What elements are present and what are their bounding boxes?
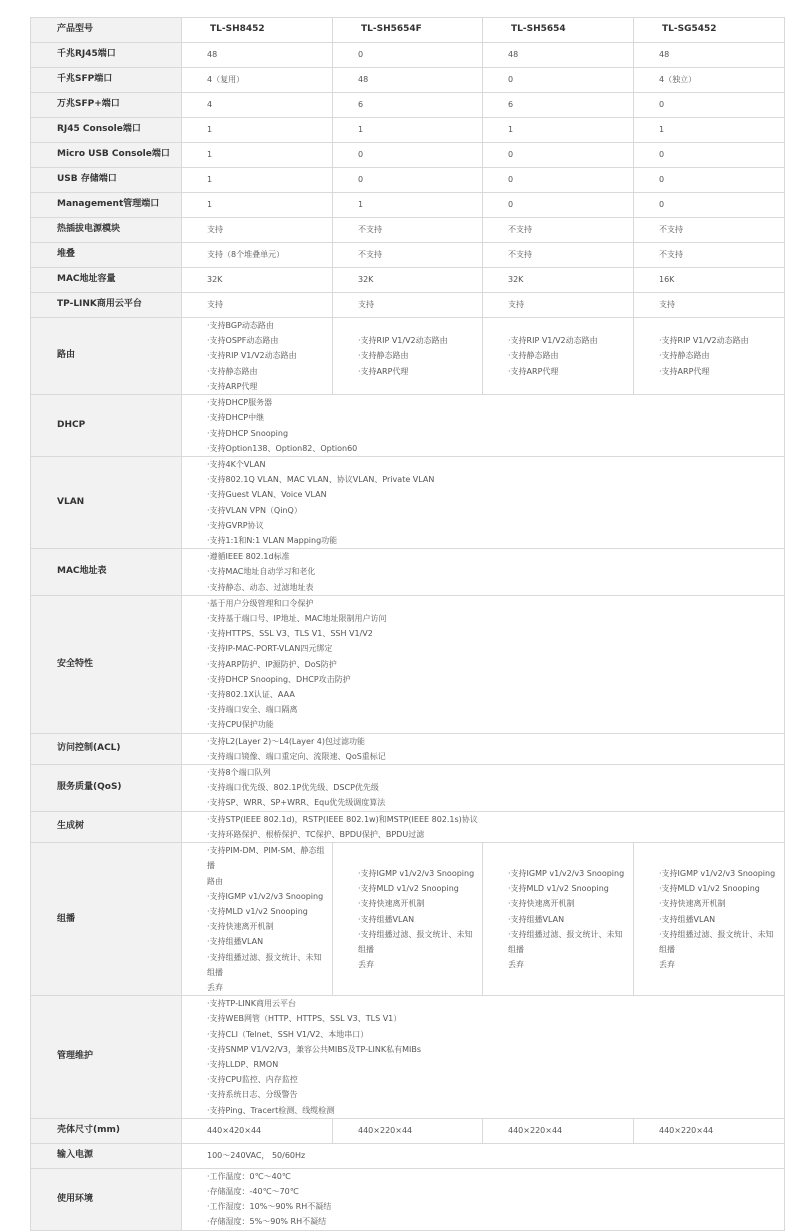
spec-row: [31, 395, 785, 457]
spec-line: ·支持RIP V1/V2动态路由: [508, 336, 598, 346]
spec-value: [634, 318, 785, 395]
spec-row: [31, 68, 785, 93]
spec-line: ·支持端口镜像、端口重定向、流限速、QoS重标记: [207, 751, 386, 761]
spec-line: ·支持快速离开机制: [508, 899, 575, 909]
spec-line: ·支持CPU保护功能: [207, 720, 274, 730]
spec-value: 0: [634, 143, 785, 168]
spec-value: [182, 996, 785, 1119]
spec-value: 不支持: [333, 218, 483, 243]
spec-line: ·支持DHCP服务器: [207, 398, 273, 408]
spec-line: 丢弃: [659, 960, 675, 970]
spec-value: 0: [634, 193, 785, 218]
spec-value: 0: [333, 168, 483, 193]
spec-line: ·支持静态路由: [207, 366, 258, 376]
spec-line: ·支持快速离开机制: [207, 922, 274, 932]
spec-line: ·支持环路保护、根桥保护、TC保护、BPDU保护、BPDU过滤: [207, 829, 425, 839]
spec-line: ·支持组播VLAN: [207, 937, 264, 947]
spec-row: [31, 143, 785, 168]
spec-row: [31, 595, 785, 733]
spec-line: ·支持ARP代理: [659, 366, 710, 376]
spec-value: 440×220×44: [333, 1118, 483, 1143]
spec-label: 组播: [31, 843, 182, 996]
spec-value: 1: [182, 118, 333, 143]
spec-value: 48: [333, 68, 483, 93]
spec-row: [31, 318, 785, 395]
spec-line: ·基于用户分级管理和口令保护: [207, 598, 314, 608]
spec-label: 千兆SFP端口: [31, 68, 182, 93]
spec-value: 0: [483, 143, 634, 168]
spec-value: 440×220×44: [634, 1118, 785, 1143]
spec-value: 0: [333, 143, 483, 168]
spec-value: [182, 1143, 785, 1168]
spec-row: [31, 293, 785, 318]
spec-line: ·支持组播VLAN: [358, 914, 415, 924]
spec-line: ·支持快速离开机制: [358, 899, 425, 909]
spec-label: 输入电源: [31, 1143, 182, 1168]
spec-line: ·支持Ping、Tracert检测、线缆检测: [207, 1105, 335, 1115]
spec-line: ·支持WEB网管（HTTP、HTTPS、SSL V3、TLS V1）: [207, 1014, 402, 1024]
spec-line: ·支持MLD v1/v2 Snooping: [508, 884, 609, 894]
spec-value: [182, 843, 333, 996]
model-name: TL-SH5654: [483, 18, 634, 43]
spec-value: [182, 395, 785, 457]
spec-value: 不支持: [483, 243, 634, 268]
spec-row: [31, 218, 785, 243]
spec-line: ·支持MLD v1/v2 Snooping: [659, 884, 760, 894]
spec-line: ·支持Option138、Option82、Option60: [207, 443, 358, 453]
spec-value: 6: [483, 93, 634, 118]
spec-value: 不支持: [483, 218, 634, 243]
spec-value: 48: [483, 43, 634, 68]
spec-value: 不支持: [634, 243, 785, 268]
spec-line: ·支持MLD v1/v2 Snooping: [358, 884, 459, 894]
spec-value: 0: [483, 168, 634, 193]
spec-row: [31, 43, 785, 68]
spec-line: ·支持组播过滤、报文统计、未知组播: [508, 929, 623, 954]
spec-value: [333, 843, 483, 996]
spec-line: ·支持端口安全、端口隔离: [207, 705, 298, 715]
spec-row: [31, 1143, 785, 1168]
spec-value: 支持: [182, 293, 333, 318]
spec-label: Micro USB Console端口: [31, 143, 182, 168]
spec-line: ·支持组播过滤、报文统计、未知组播: [207, 952, 322, 977]
spec-line: ·支持DHCP中继: [207, 413, 265, 423]
spec-line: ·支持静态、动态、过滤地址表: [207, 582, 314, 592]
spec-line: ·支持Guest VLAN、Voice VLAN: [207, 490, 327, 500]
spec-value: [182, 1168, 785, 1230]
spec-value: 32K: [483, 268, 634, 293]
spec-line: ·支持静态路由: [358, 351, 409, 361]
spec-value: 1: [182, 193, 333, 218]
spec-line: ·支持VLAN VPN（QinQ）: [207, 505, 302, 515]
spec-line: ·支持CLI（Telnet、SSH V1/V2、本地串口）: [207, 1029, 369, 1039]
spec-value: [182, 457, 785, 549]
spec-label: Management管理端口: [31, 193, 182, 218]
spec-label: USB 存储端口: [31, 168, 182, 193]
spec-line: 路由: [207, 876, 223, 886]
spec-row: [31, 1168, 785, 1230]
spec-value: [182, 595, 785, 733]
spec-line: ·支持L2(Layer 2)～L4(Layer 4)包过滤功能: [207, 736, 365, 746]
spec-value: 支持: [182, 218, 333, 243]
spec-value: 1: [333, 193, 483, 218]
spec-line: ·支持组播过滤、报文统计、未知组播: [659, 929, 774, 954]
spec-line: ·支持RIP V1/V2动态路由: [207, 351, 297, 361]
spec-value: 支持: [333, 293, 483, 318]
spec-line: ·支持静态路由: [508, 351, 559, 361]
spec-line: ·遵循IEEE 802.1d标准: [207, 552, 290, 562]
spec-value: 440×220×44: [483, 1118, 634, 1143]
spec-label: 管理维护: [31, 996, 182, 1119]
spec-line: ·支持ARP代理: [508, 366, 559, 376]
spec-value: [182, 549, 785, 596]
spec-value: 4（复用）: [182, 68, 333, 93]
spec-line: ·支持HTTPS、SSL V3、TLS V1、SSH V1/V2: [207, 629, 373, 639]
spec-line: ·支持系统日志、分级警告: [207, 1090, 298, 1100]
spec-line: ·支持4K个VLAN: [207, 460, 266, 470]
spec-line: ·支持802.1X认证、AAA: [207, 690, 295, 700]
model-name: TL-SG5452: [634, 18, 785, 43]
spec-line: ·支持ARP代理: [358, 366, 409, 376]
spec-line: ·支持ARP防护、IP源防护、DoS防护: [207, 659, 337, 669]
spec-label: VLAN: [31, 457, 182, 549]
spec-label: 千兆RJ45端口: [31, 43, 182, 68]
spec-line: ·工作温度：0℃～40℃: [207, 1171, 291, 1181]
spec-line: ·支持端口优先级、802.1P优先级、DSCP优先级: [207, 783, 379, 793]
spec-row: [31, 118, 785, 143]
spec-row: [31, 1118, 785, 1143]
spec-line: ·支持8个端口队列: [207, 768, 271, 778]
spec-value: 16K: [634, 268, 785, 293]
spec-row: [31, 268, 785, 293]
spec-line: ·支持SP、WRR、SP+WRR、Equ优先级调度算法: [207, 798, 386, 808]
spec-value: 48: [182, 43, 333, 68]
spec-line: ·支持静态路由: [659, 351, 710, 361]
spec-line: ·支持LLDP、RMON: [207, 1059, 279, 1069]
spec-line: ·支持OSPF动态路由: [207, 336, 279, 346]
spec-row: [31, 93, 785, 118]
spec-value: 1: [333, 118, 483, 143]
spec-line: ·支持IGMP v1/v2/v3 Snooping: [508, 868, 625, 878]
spec-line: ·支持IGMP v1/v2/v3 Snooping: [207, 891, 324, 901]
spec-label: 壳体尺寸(mm): [31, 1118, 182, 1143]
spec-line: ·支持RIP V1/V2动态路由: [659, 336, 749, 346]
spec-line: ·支持GVRP协议: [207, 520, 264, 530]
spec-value: 0: [483, 193, 634, 218]
spec-line: ·支持DHCP Snooping、DHCP攻击防护: [207, 674, 351, 684]
spec-line: ·支持IGMP v1/v2/v3 Snooping: [659, 868, 776, 878]
spec-label: 万兆SFP+端口: [31, 93, 182, 118]
spec-line: ·支持MLD v1/v2 Snooping: [207, 906, 308, 916]
spec-value: 1: [182, 168, 333, 193]
spec-line: 丢弃: [207, 982, 223, 992]
spec-label: RJ45 Console端口: [31, 118, 182, 143]
spec-value: 1: [634, 118, 785, 143]
spec-line: ·支持1:1和N:1 VLAN Mapping功能: [207, 536, 338, 546]
spec-label: MAC地址表: [31, 549, 182, 596]
spec-value: [182, 733, 785, 764]
spec-value: 0: [483, 68, 634, 93]
spec-row: [31, 843, 785, 996]
spec-value: 4（独立）: [634, 68, 785, 93]
spec-value: 0: [634, 168, 785, 193]
spec-value: 4: [182, 93, 333, 118]
spec-value: [634, 843, 785, 996]
spec-row: [31, 996, 785, 1119]
spec-line: 丢弃: [358, 960, 374, 970]
spec-line: ·支持MAC地址自动学习和老化: [207, 567, 316, 577]
spec-value: 440×420×44: [182, 1118, 333, 1143]
spec-value: 支持: [634, 293, 785, 318]
model-name: TL-SH8452: [182, 18, 333, 43]
spec-value: [182, 811, 785, 842]
spec-label: 使用环境: [31, 1168, 182, 1230]
spec-value: 32K: [333, 268, 483, 293]
spec-value: 不支持: [634, 218, 785, 243]
spec-row: [31, 733, 785, 764]
spec-line: ·支持802.1Q VLAN、MAC VLAN、协议VLAN、Private VLAN: [207, 475, 435, 485]
spec-line: ·存储湿度：5%～90% RH不凝结: [207, 1217, 327, 1227]
header-row: [31, 18, 785, 43]
spec-value: [182, 318, 333, 395]
spec-line: ·支持IP-MAC-PORT-VLAN四元绑定: [207, 644, 333, 654]
spec-value: [333, 318, 483, 395]
spec-value: [483, 843, 634, 996]
spec-label: 生成树: [31, 811, 182, 842]
spec-line: ·存储温度：-40℃～70℃: [207, 1187, 299, 1197]
spec-value: 32K: [182, 268, 333, 293]
spec-row: [31, 765, 785, 812]
spec-line: 丢弃: [508, 960, 524, 970]
spec-line: ·支持CPU监控、内存监控: [207, 1075, 298, 1085]
spec-line: ·支持RIP V1/V2动态路由: [358, 336, 448, 346]
spec-line: ·支持组播VLAN: [659, 914, 716, 924]
spec-table: [30, 17, 785, 1231]
spec-label: MAC地址容量: [31, 268, 182, 293]
spec-value: 48: [634, 43, 785, 68]
spec-line: ·支持ARP代理: [207, 381, 258, 391]
spec-value: 支持（8个堆叠单元）: [182, 243, 333, 268]
model-name: TL-SH5654F: [333, 18, 483, 43]
spec-row: [31, 457, 785, 549]
spec-row: [31, 811, 785, 842]
spec-line: ·支持BGP动态路由: [207, 321, 274, 330]
spec-value: [182, 765, 785, 812]
spec-row: [31, 243, 785, 268]
spec-line: ·支持SNMP V1/V2/V3，兼容公共MIBS及TP-LINK私有MIBs: [207, 1044, 422, 1054]
spec-line: ·支持TP-LINK商用云平台: [207, 999, 297, 1009]
spec-label: TP-LINK商用云平台: [31, 293, 182, 318]
spec-row: [31, 193, 785, 218]
spec-value: 支持: [483, 293, 634, 318]
spec-line: ·支持快速离开机制: [659, 899, 726, 909]
spec-line: ·支持DHCP Snooping: [207, 428, 289, 438]
spec-line: ·支持组播VLAN: [508, 914, 565, 924]
spec-value: 6: [333, 93, 483, 118]
spec-value: 0: [333, 43, 483, 68]
spec-table-body: [31, 18, 785, 1231]
spec-label: 安全特性: [31, 595, 182, 733]
spec-value: 1: [182, 143, 333, 168]
spec-line: ·支持STP(IEEE 802.1d)，RSTP(IEEE 802.1w)和MSTP(IEEE 802.1s)协议: [207, 814, 478, 824]
spec-label: 路由: [31, 318, 182, 395]
spec-value: 1: [483, 118, 634, 143]
spec-value: 不支持: [333, 243, 483, 268]
spec-line: ·支持基于端口号、IP地址、MAC地址限制用户访问: [207, 614, 387, 624]
spec-value: [483, 318, 634, 395]
spec-value: 0: [634, 93, 785, 118]
spec-line: ·支持IGMP v1/v2/v3 Snooping: [358, 868, 475, 878]
spec-label: 服务质量(QoS): [31, 765, 182, 812]
spec-row: [31, 549, 785, 596]
spec-row: [31, 168, 785, 193]
spec-label: 热插拔电源模块: [31, 218, 182, 243]
spec-label: 访问控制(ACL): [31, 733, 182, 764]
spec-label: DHCP: [31, 395, 182, 457]
spec-line: ·支持PIM-DM、PIM-SM、静态组播: [207, 846, 325, 871]
spec-line: ·工作湿度：10%～90% RH不凝结: [207, 1202, 332, 1212]
header-label: 产品型号: [31, 18, 182, 43]
spec-line: 100～240VAC， 50/60Hz: [207, 1151, 306, 1161]
spec-label: 堆叠: [31, 243, 182, 268]
spec-line: ·支持组播过滤、报文统计、未知组播: [358, 929, 473, 954]
